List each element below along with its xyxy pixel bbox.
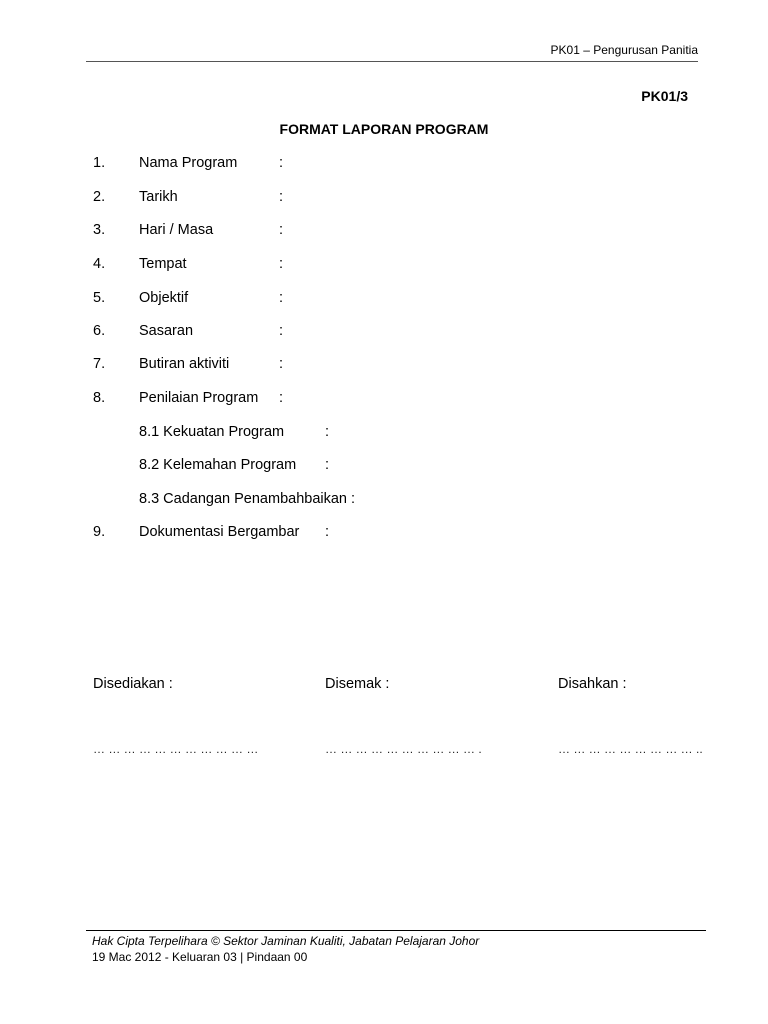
item-label: Tarikh [139, 189, 178, 205]
document-title: FORMAT LAPORAN PROGRAM [279, 121, 489, 137]
item-number: 5. [93, 290, 106, 306]
item-number: 7. [93, 356, 106, 372]
item-colon: : [279, 356, 284, 372]
item-colon: : [279, 189, 284, 205]
item-label: Nama Program [139, 155, 238, 171]
sub-item-colon: : [325, 457, 330, 473]
item-label: Objektif [139, 290, 189, 306]
item-number: 6. [93, 323, 106, 339]
item-colon: : [279, 256, 284, 272]
item-number: 3. [93, 222, 106, 238]
item-colon: : [279, 390, 284, 406]
footer-revision: 19 Mac 2012 - Keluaran 03 | Pindaan 00 [92, 950, 308, 964]
item-colon: : [279, 222, 284, 238]
sub-item-label: 8.2 Kelemahan Program [139, 457, 297, 473]
footer-rule [86, 930, 706, 931]
item-colon: : [279, 323, 284, 339]
approved-signature-line: … … … … … … … … … .. [558, 742, 703, 756]
header-text: PK01 – Pengurusan Panitia [550, 43, 698, 57]
item-number: 1. [93, 155, 106, 171]
item-number: 9. [93, 524, 106, 540]
sub-item-colon: : [325, 424, 330, 440]
item-label: Tempat [139, 256, 187, 272]
footer-copyright: Hak Cipta Terpelihara © Sektor Jaminan Kualiti, Jabatan Pelajaran Johor [92, 934, 480, 948]
item-number: 4. [93, 256, 106, 272]
item-colon: : [325, 524, 330, 540]
form-code: PK01/3 [641, 88, 688, 104]
sub-item-label: 8.3 Cadangan Penambahbaikan : [139, 491, 356, 507]
item-label: Penilaian Program [139, 390, 259, 406]
sub-item-label: 8.1 Kekuatan Program [139, 424, 285, 440]
reviewed-signature-line: … … … … … … … … … … . [325, 742, 482, 756]
item-label: Sasaran [139, 323, 194, 339]
item-colon: : [279, 290, 284, 306]
item-label: Butiran aktiviti [139, 356, 230, 372]
prepared-by-label: Disediakan : [93, 676, 173, 692]
item-number: 8. [93, 390, 106, 406]
item-colon: : [279, 155, 284, 171]
item-label: Hari / Masa [139, 222, 214, 238]
header-rule [86, 61, 698, 62]
reviewed-by-label: Disemak : [325, 676, 390, 692]
item-number: 2. [93, 189, 106, 205]
item-label: Dokumentasi Bergambar [139, 524, 300, 540]
prepared-signature-line: … … … … … … … … … … … [93, 742, 259, 756]
approved-by-label: Disahkan : [558, 676, 627, 692]
